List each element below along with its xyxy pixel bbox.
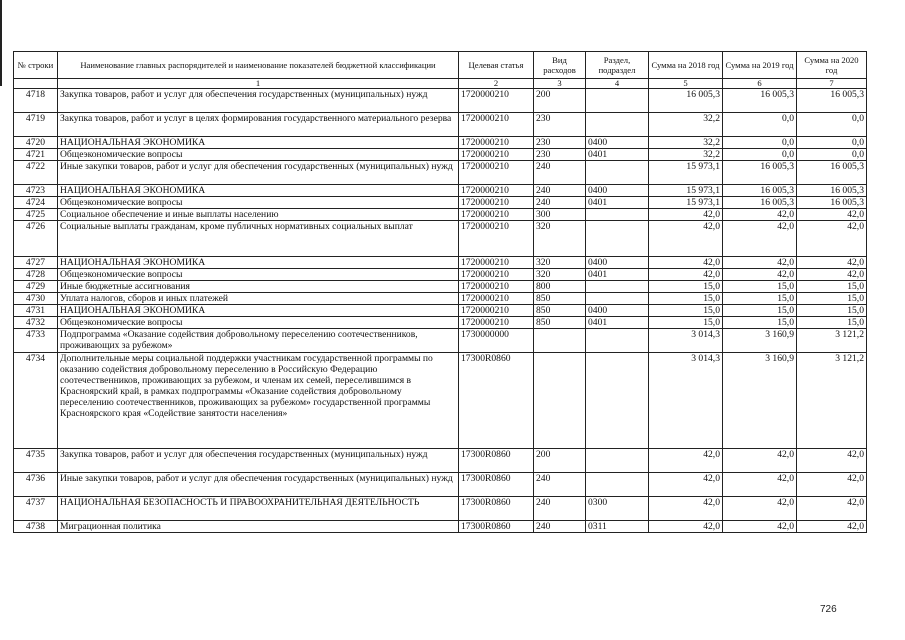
table-row bbox=[14, 209, 867, 221]
row-number: 4724 bbox=[14, 197, 58, 209]
row-name: НАЦИОНАЛЬНАЯ ЭКОНОМИКА bbox=[58, 305, 459, 317]
row-target-article: 1720000210 bbox=[459, 185, 534, 197]
row-section bbox=[586, 473, 649, 497]
row-number: 4732 bbox=[14, 317, 58, 329]
row-name: Социальные выплаты гражданам, кроме публичных нормативных социальных выплат bbox=[58, 221, 459, 257]
row-name: Иные бюджетные ассигнования bbox=[58, 281, 459, 293]
row-expense-type: 240 bbox=[534, 521, 586, 533]
row-sum-2018: 42,0 bbox=[649, 209, 723, 221]
row-sum-2020: 15,0 bbox=[797, 305, 867, 317]
col-number: 2 bbox=[459, 79, 534, 89]
row-name: Закупка товаров, работ и услуг для обеспечения государственных (муниципальных) нужд bbox=[58, 89, 459, 113]
table-row bbox=[14, 521, 867, 533]
row-section: 0401 bbox=[586, 317, 649, 329]
row-section: 0401 bbox=[586, 149, 649, 161]
row-target-article: 1720000210 bbox=[459, 113, 534, 137]
page-number: 726 bbox=[820, 604, 837, 615]
col-number bbox=[14, 79, 58, 89]
row-target-article: 17300R0860 bbox=[459, 521, 534, 533]
row-sum-2019: 16 005,3 bbox=[723, 185, 797, 197]
row-sum-2018: 15,0 bbox=[649, 305, 723, 317]
row-sum-2018: 15 973,1 bbox=[649, 197, 723, 209]
row-target-article: 1720000210 bbox=[459, 209, 534, 221]
table-row bbox=[14, 137, 867, 149]
row-expense-type: 240 bbox=[534, 473, 586, 497]
row-sum-2020: 42,0 bbox=[797, 209, 867, 221]
row-expense-type: 850 bbox=[534, 317, 586, 329]
row-sum-2019: 42,0 bbox=[723, 473, 797, 497]
col-number: 7 bbox=[797, 79, 867, 89]
row-name: Закупка товаров, работ и услуг в целях формирования государственного материального резерва bbox=[58, 113, 459, 137]
row-section bbox=[586, 221, 649, 257]
row-sum-2019: 15,0 bbox=[723, 281, 797, 293]
row-expense-type: 850 bbox=[534, 305, 586, 317]
table-row bbox=[14, 293, 867, 305]
row-sum-2019: 0,0 bbox=[723, 113, 797, 137]
row-number: 4723 bbox=[14, 185, 58, 197]
row-sum-2018: 32,2 bbox=[649, 149, 723, 161]
row-sum-2018: 42,0 bbox=[649, 521, 723, 533]
row-target-article: 1720000210 bbox=[459, 281, 534, 293]
row-expense-type: 240 bbox=[534, 197, 586, 209]
header-target: Целевая статья bbox=[459, 52, 534, 79]
row-name: НАЦИОНАЛЬНАЯ БЕЗОПАСНОСТЬ И ПРАВООХРАНИТЕЛЬНАЯ ДЕЯТЕЛЬНОСТЬ bbox=[58, 497, 459, 521]
row-section bbox=[586, 329, 649, 353]
row-section: 0400 bbox=[586, 257, 649, 269]
row-target-article: 1720000210 bbox=[459, 137, 534, 149]
row-number: 4728 bbox=[14, 269, 58, 281]
row-sum-2018: 15,0 bbox=[649, 293, 723, 305]
row-sum-2020: 16 005,3 bbox=[797, 197, 867, 209]
table-row bbox=[14, 281, 867, 293]
table-row bbox=[14, 113, 867, 137]
row-sum-2020: 0,0 bbox=[797, 149, 867, 161]
row-sum-2020: 42,0 bbox=[797, 269, 867, 281]
row-sum-2019: 3 160,9 bbox=[723, 329, 797, 353]
row-sum-2020: 0,0 bbox=[797, 137, 867, 149]
col-number: 3 bbox=[534, 79, 586, 89]
row-number: 4737 bbox=[14, 497, 58, 521]
header-row-no: № строки bbox=[14, 52, 58, 79]
row-expense-type: 320 bbox=[534, 269, 586, 281]
row-sum-2019: 42,0 bbox=[723, 449, 797, 473]
row-number: 4722 bbox=[14, 161, 58, 185]
row-number: 4733 bbox=[14, 329, 58, 353]
header-sum-2018: Сумма на 2018 год bbox=[649, 52, 723, 79]
row-name: Иные закупки товаров, работ и услуг для обеспечения государственных (муниципальных) нужд bbox=[58, 473, 459, 497]
row-sum-2018: 42,0 bbox=[649, 221, 723, 257]
row-sum-2018: 15,0 bbox=[649, 317, 723, 329]
row-name: НАЦИОНАЛЬНАЯ ЭКОНОМИКА bbox=[58, 137, 459, 149]
row-section: 0400 bbox=[586, 185, 649, 197]
row-sum-2018: 32,2 bbox=[649, 137, 723, 149]
table-row bbox=[14, 269, 867, 281]
row-number: 4731 bbox=[14, 305, 58, 317]
row-sum-2020: 42,0 bbox=[797, 497, 867, 521]
row-expense-type: 240 bbox=[534, 161, 586, 185]
table-row bbox=[14, 161, 867, 185]
table-row bbox=[14, 185, 867, 197]
table-row bbox=[14, 329, 867, 353]
row-sum-2018: 42,0 bbox=[649, 473, 723, 497]
row-target-article: 1720000210 bbox=[459, 257, 534, 269]
row-section: 0400 bbox=[586, 137, 649, 149]
row-sum-2018: 42,0 bbox=[649, 497, 723, 521]
budget-table bbox=[13, 51, 867, 533]
table-row bbox=[14, 305, 867, 317]
row-sum-2019: 42,0 bbox=[723, 209, 797, 221]
row-expense-type: 320 bbox=[534, 257, 586, 269]
row-target-article: 17300R0860 bbox=[459, 497, 534, 521]
row-sum-2018: 15 973,1 bbox=[649, 161, 723, 185]
row-sum-2018: 42,0 bbox=[649, 449, 723, 473]
row-expense-type: 320 bbox=[534, 221, 586, 257]
row-number: 4725 bbox=[14, 209, 58, 221]
row-sum-2019: 42,0 bbox=[723, 257, 797, 269]
row-sum-2020: 3 121,2 bbox=[797, 353, 867, 449]
row-expense-type: 240 bbox=[534, 185, 586, 197]
row-sum-2018: 42,0 bbox=[649, 257, 723, 269]
row-name: Дополнительные меры социальной поддержки участникам государственной программы по оказанию содействия добровольному переселению в Российскую Федерацию соотечественников, проживающих за рубежом, и членам их семей, переселившимся в Красноярский край, в рамках подпрограммы «Оказание содействия добровольному переселению соотечественников, проживающих за рубежом» государственной программы Красноярского края «Содействие занятости населения» bbox=[58, 353, 459, 449]
col-number: 6 bbox=[723, 79, 797, 89]
row-sum-2020: 42,0 bbox=[797, 257, 867, 269]
row-sum-2019: 16 005,3 bbox=[723, 89, 797, 113]
row-target-article: 1720000210 bbox=[459, 269, 534, 281]
row-number: 4730 bbox=[14, 293, 58, 305]
row-name: Иные закупки товаров, работ и услуг для обеспечения государственных (муниципальных) нужд bbox=[58, 161, 459, 185]
row-number: 4738 bbox=[14, 521, 58, 533]
row-name: Закупка товаров, работ и услуг для обеспечения государственных (муниципальных) нужд bbox=[58, 449, 459, 473]
row-sum-2019: 15,0 bbox=[723, 305, 797, 317]
row-target-article: 17300R0860 bbox=[459, 449, 534, 473]
row-sum-2019: 42,0 bbox=[723, 269, 797, 281]
scan-edge bbox=[0, 0, 2, 86]
row-name: Общеэкономические вопросы bbox=[58, 197, 459, 209]
table-row bbox=[14, 353, 867, 449]
row-target-article: 1720000210 bbox=[459, 293, 534, 305]
col-number: 1 bbox=[58, 79, 459, 89]
row-sum-2019: 0,0 bbox=[723, 149, 797, 161]
row-name: НАЦИОНАЛЬНАЯ ЭКОНОМИКА bbox=[58, 257, 459, 269]
row-sum-2019: 3 160,9 bbox=[723, 353, 797, 449]
row-target-article: 17300R0860 bbox=[459, 473, 534, 497]
row-sum-2018: 3 014,3 bbox=[649, 329, 723, 353]
row-section bbox=[586, 113, 649, 137]
row-sum-2019: 0,0 bbox=[723, 137, 797, 149]
row-sum-2020: 42,0 bbox=[797, 449, 867, 473]
row-section bbox=[586, 293, 649, 305]
row-expense-type: 230 bbox=[534, 149, 586, 161]
row-section: 0311 bbox=[586, 521, 649, 533]
row-name: Уплата налогов, сборов и иных платежей bbox=[58, 293, 459, 305]
row-sum-2020: 42,0 bbox=[797, 521, 867, 533]
row-target-article: 1720000210 bbox=[459, 161, 534, 185]
col-number: 4 bbox=[586, 79, 649, 89]
table-row bbox=[14, 473, 867, 497]
row-sum-2019: 15,0 bbox=[723, 293, 797, 305]
column-number-row bbox=[14, 79, 867, 89]
row-sum-2020: 15,0 bbox=[797, 293, 867, 305]
row-sum-2020: 42,0 bbox=[797, 221, 867, 257]
row-section: 0400 bbox=[586, 305, 649, 317]
row-number: 4735 bbox=[14, 449, 58, 473]
row-expense-type: 230 bbox=[534, 137, 586, 149]
row-sum-2020: 16 005,3 bbox=[797, 185, 867, 197]
row-section bbox=[586, 449, 649, 473]
row-section bbox=[586, 89, 649, 113]
row-section: 0300 bbox=[586, 497, 649, 521]
row-section: 0401 bbox=[586, 197, 649, 209]
row-sum-2018: 16 005,3 bbox=[649, 89, 723, 113]
table-header-row bbox=[14, 52, 867, 79]
row-target-article: 17300R0860 bbox=[459, 353, 534, 449]
table-row bbox=[14, 149, 867, 161]
row-expense-type bbox=[534, 353, 586, 449]
row-expense-type: 850 bbox=[534, 293, 586, 305]
table-row bbox=[14, 89, 867, 113]
row-section: 0401 bbox=[586, 269, 649, 281]
row-section bbox=[586, 281, 649, 293]
row-number: 4719 bbox=[14, 113, 58, 137]
table-row bbox=[14, 197, 867, 209]
row-number: 4721 bbox=[14, 149, 58, 161]
row-expense-type: 240 bbox=[534, 497, 586, 521]
row-section bbox=[586, 161, 649, 185]
row-name: НАЦИОНАЛЬНАЯ ЭКОНОМИКА bbox=[58, 185, 459, 197]
row-name: Миграционная политика bbox=[58, 521, 459, 533]
header-sum-2019: Сумма на 2019 год bbox=[723, 52, 797, 79]
col-number: 5 bbox=[649, 79, 723, 89]
row-target-article: 1720000210 bbox=[459, 221, 534, 257]
table-row bbox=[14, 449, 867, 473]
row-sum-2020: 15,0 bbox=[797, 281, 867, 293]
row-number: 4726 bbox=[14, 221, 58, 257]
row-sum-2019: 15,0 bbox=[723, 317, 797, 329]
row-expense-type: 200 bbox=[534, 89, 586, 113]
row-sum-2020: 3 121,2 bbox=[797, 329, 867, 353]
row-sum-2020: 16 005,3 bbox=[797, 161, 867, 185]
table-row bbox=[14, 497, 867, 521]
header-name: Наименование главных распорядителей и наименование показателей бюджетной классификации bbox=[58, 52, 459, 79]
row-number: 4727 bbox=[14, 257, 58, 269]
row-expense-type: 200 bbox=[534, 449, 586, 473]
row-number: 4736 bbox=[14, 473, 58, 497]
row-expense-type: 800 bbox=[534, 281, 586, 293]
row-sum-2019: 42,0 bbox=[723, 221, 797, 257]
row-name: Общеэкономические вопросы bbox=[58, 317, 459, 329]
row-target-article: 1730000000 bbox=[459, 329, 534, 353]
row-sum-2018: 15 973,1 bbox=[649, 185, 723, 197]
row-sum-2019: 42,0 bbox=[723, 497, 797, 521]
row-section bbox=[586, 209, 649, 221]
row-name: Подпрограмма «Оказание содействия добровольному переселению соотечественников, проживающих за рубежом» bbox=[58, 329, 459, 353]
row-sum-2019: 42,0 bbox=[723, 521, 797, 533]
row-sum-2020: 16 005,3 bbox=[797, 89, 867, 113]
row-target-article: 1720000210 bbox=[459, 89, 534, 113]
row-name: Общеэкономические вопросы bbox=[58, 269, 459, 281]
row-sum-2018: 15,0 bbox=[649, 281, 723, 293]
row-sum-2018: 3 014,3 bbox=[649, 353, 723, 449]
row-sum-2018: 42,0 bbox=[649, 269, 723, 281]
row-section bbox=[586, 353, 649, 449]
row-number: 4720 bbox=[14, 137, 58, 149]
row-name: Социальное обеспечение и иные выплаты населению bbox=[58, 209, 459, 221]
row-name: Общеэкономические вопросы bbox=[58, 149, 459, 161]
row-sum-2020: 0,0 bbox=[797, 113, 867, 137]
row-sum-2019: 16 005,3 bbox=[723, 161, 797, 185]
row-number: 4734 bbox=[14, 353, 58, 449]
row-expense-type: 300 bbox=[534, 209, 586, 221]
row-target-article: 1720000210 bbox=[459, 305, 534, 317]
row-sum-2020: 42,0 bbox=[797, 473, 867, 497]
row-sum-2019: 16 005,3 bbox=[723, 197, 797, 209]
row-number: 4729 bbox=[14, 281, 58, 293]
header-sum-2020: Сумма на 2020 год bbox=[797, 52, 867, 79]
header-section: Раздел, подраздел bbox=[586, 52, 649, 79]
row-expense-type: 230 bbox=[534, 113, 586, 137]
row-sum-2018: 32,2 bbox=[649, 113, 723, 137]
row-target-article: 1720000210 bbox=[459, 317, 534, 329]
header-type: Вид расходов bbox=[534, 52, 586, 79]
table-row bbox=[14, 221, 867, 257]
row-sum-2020: 15,0 bbox=[797, 317, 867, 329]
table-row bbox=[14, 257, 867, 269]
row-target-article: 1720000210 bbox=[459, 149, 534, 161]
row-number: 4718 bbox=[14, 89, 58, 113]
row-expense-type bbox=[534, 329, 586, 353]
row-target-article: 1720000210 bbox=[459, 197, 534, 209]
table-row bbox=[14, 317, 867, 329]
